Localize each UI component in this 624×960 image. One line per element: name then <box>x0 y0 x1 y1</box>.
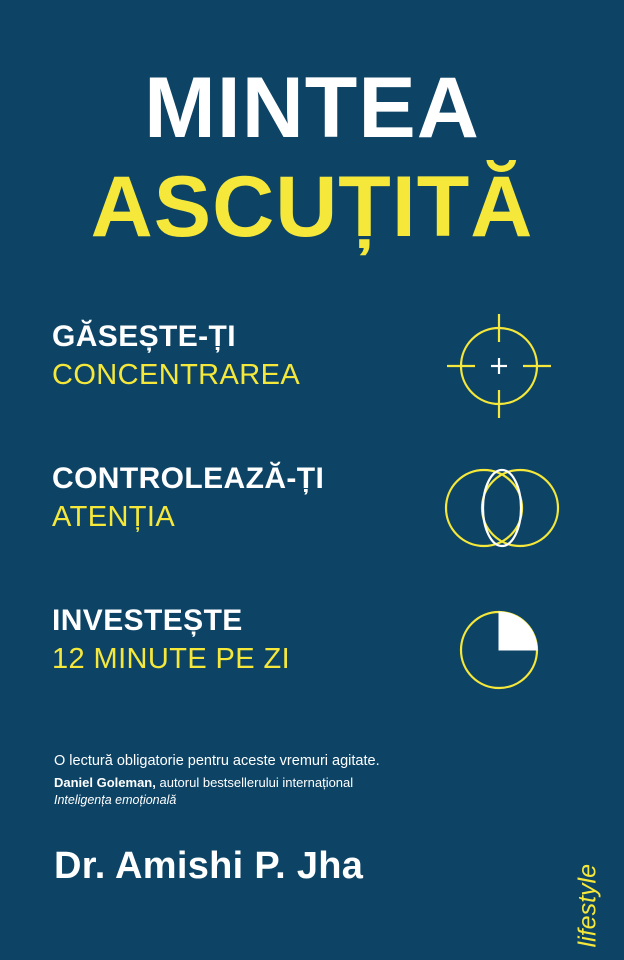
feature-headline: CONTROLEAZĂ-ȚI <box>52 462 325 495</box>
pie-clock-icon <box>434 590 564 710</box>
feature-item <box>52 454 572 574</box>
title-line-2: ASCUȚITĂ <box>90 159 534 256</box>
feature-list <box>52 312 572 738</box>
endorser-credential: autorul bestsellerului internațional <box>155 774 354 790</box>
feature-item <box>52 596 572 716</box>
feature-text <box>52 320 382 391</box>
author-name: Dr. Amishi P. Jha <box>54 845 364 887</box>
feature-text <box>52 462 382 533</box>
feature-subline: CONCENTRAREA <box>52 358 301 391</box>
publisher-imprint: lifestyle <box>573 864 601 948</box>
feature-text <box>52 604 382 675</box>
endorsement-block <box>54 752 474 809</box>
feature-item <box>52 312 572 432</box>
title-block <box>0 60 624 256</box>
endorsement-attribution <box>54 774 474 792</box>
endorser-name: Daniel Goleman, <box>54 774 156 790</box>
feature-headline: GĂSEȘTE-ȚI <box>52 320 237 353</box>
feature-subline: ATENȚIA <box>52 500 176 533</box>
overlapping-circles-icon <box>434 448 564 568</box>
feature-subline: 12 MINUTE PE ZI <box>52 642 291 675</box>
feature-headline: INVESTEȘTE <box>52 604 243 637</box>
target-crosshair-icon <box>434 306 564 426</box>
endorser-work-title: Inteligența emoțională <box>54 792 177 807</box>
endorsement-quote: O lectură obligatorie pentru aceste vremuri agitate. <box>54 753 380 769</box>
title-line-1: MINTEA <box>144 60 480 156</box>
